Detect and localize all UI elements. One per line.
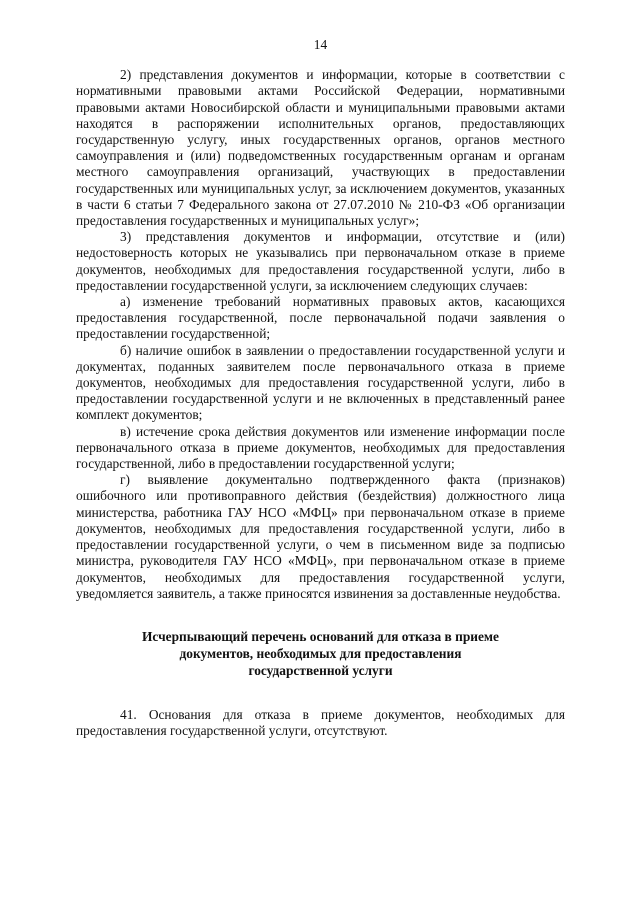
page-number: 14 [313,37,328,52]
section-heading [116,628,525,679]
paragraph-subitem-v: в) истечение срока действия документов или изменение информации после первоначального отказа в приеме документов, необходимых для предоставления государственной, либо в предоставлении государственной услуги; [76,423,565,472]
paragraph-subitem-g: г) выявление документально подтвержденного факта (признаков) ошибочного или противоправного действия (бездействия) должностного лица министерства, работника ГАУ НСО «МФЦ» при первоначальном отказе в приеме документов, необходимых для предоставления государственной услуги, либо в предоставлении государственной услуги, о чем в письменном виде за подписью министра, руководителя ГАУ НСО «МФЦ», при первоначальном отказе в приеме документов, необходимых для предоставления государственной услуги, уведомляется заявитель, а также приносятся извинения за доставленные неудобства. [76,472,565,601]
section-heading-line: документов, необходимых для предоставления [179,645,462,661]
section-heading-line: государственной услуги [248,662,393,678]
section-heading-line: Исчерпывающий перечень оснований для отказа в приеме [141,628,499,644]
paragraph-subitem-b: б) наличие ошибок в заявлении о предоставлении государственной услуги и документах, поданных заявителем после первоначального отказа в приеме документов, необходимых для предоставления государственной услуги, либо в предоставлении государственной услуги и не включенных в представленный ранее комплект документов; [76,342,565,423]
paragraph-item-2: 2) представления документов и информации, которые в соответствии с нормативными правовыми актами Российской Федерации, нормативными правовыми актами Новосибирской области и муниципальными правовыми актами находятся в распоряжении исполнительных органов, предоставляющих государственную услугу, иных государственных органов, органов местного самоуправления и (или) подведомственных государственным органам и органам местного самоуправления организаций, участвующих в предоставлении государственных или муниципальных услуг, за исключением документов, указанных в части 6 статьи 7 Федерального закона от 27.07.2010 № 210-ФЗ «Об организации предоставления государственных и муниципальных услуг»; [76,67,565,229]
paragraph-item-3: 3) представления документов и информации, отсутствие и (или) недостоверность которых не указывались при первоначальном отказе в приеме документов, необходимых для предоставления государственной услуги, либо в предоставлении государственной услуги, за исключением следующих случаев: [76,229,565,293]
paragraph-subitem-a: а) изменение требований нормативных правовых актов, касающихся предоставления государственной, после первоначальной подачи заявления о предоставлении государственной; [76,294,565,342]
paragraph-item-41: 41. Основания для отказа в приеме документов, необходимых для предоставления государственной услуги, отсутствуют. [76,706,565,739]
